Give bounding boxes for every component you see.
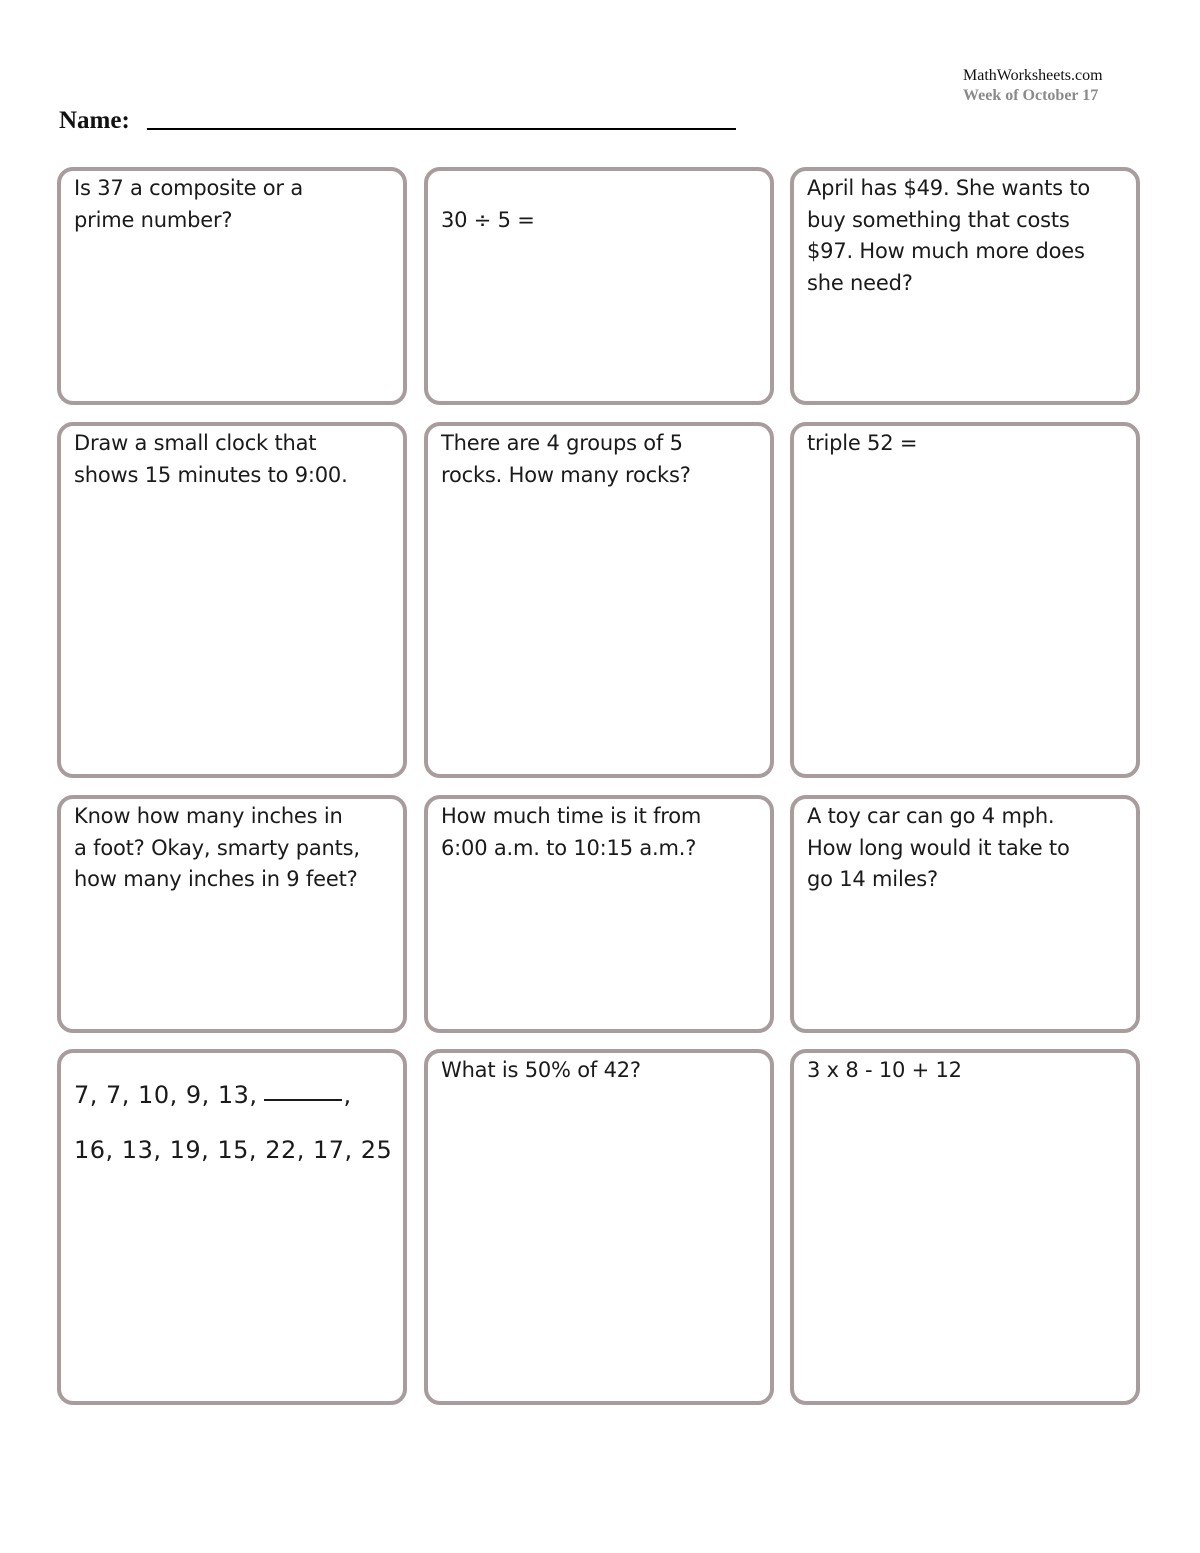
problem-line: 30 ÷ 5 = [441, 207, 535, 232]
problem-text-9 [807, 801, 1126, 896]
problem-line: buy something that costs [807, 207, 1070, 232]
problem-text-7 [74, 801, 393, 896]
problem-box-3 [790, 167, 1140, 405]
problem-box-4 [57, 422, 407, 778]
problem-text-2 [441, 173, 760, 236]
problem-line: Know how many inches in [74, 804, 343, 828]
problem-line: how many inches in 9 feet? [74, 867, 358, 891]
problem-box-12 [790, 1049, 1140, 1405]
problem-line: A toy car can go 4 mph. [807, 804, 1055, 828]
name-line[interactable] [147, 128, 736, 130]
problem-line: Is 37 a composite or a [74, 176, 304, 200]
problem-line: April has $49. She wants to [807, 176, 1091, 200]
problem-box-5 [424, 422, 774, 778]
sequence-comma: , [343, 1081, 352, 1109]
problem-line: triple 52 = [807, 431, 918, 455]
problem-line: How much time is it from [441, 804, 702, 828]
sequence-line-1 [74, 1081, 393, 1109]
problem-box-2 [424, 167, 774, 405]
problem-line: Draw a small clock that [74, 431, 317, 455]
problem-text-1 [74, 173, 393, 236]
problem-text-8 [441, 801, 760, 864]
problem-line: a foot? Okay, smarty pants, [74, 835, 360, 860]
problem-line: prime number? [74, 207, 233, 232]
problem-box-9 [790, 795, 1140, 1033]
problem-line: go 14 miles? [807, 867, 938, 891]
problem-text-11 [441, 1055, 760, 1087]
problem-line: 3 x 8 - 10 + 12 [807, 1058, 962, 1082]
problem-text-6 [807, 428, 1126, 460]
problem-line: she need? [807, 270, 913, 295]
problem-line: shows 15 minutes to 9:00. [74, 462, 348, 487]
sequence-blank[interactable] [264, 1099, 342, 1101]
problem-line: There are 4 groups of 5 [441, 431, 683, 455]
problem-box-8 [424, 795, 774, 1033]
sequence-numbers-1: 7, 7, 10, 9, 13, [74, 1081, 258, 1109]
problem-line: What is 50% of 42? [441, 1058, 641, 1082]
problem-text-12 [807, 1055, 1126, 1087]
site-name: MathWorksheets.com [963, 67, 1103, 84]
problem-text-3 [807, 173, 1126, 299]
name-label: Name: [59, 107, 130, 134]
week-label: Week of October 17 [963, 87, 1099, 104]
problem-line: 6:00 a.m. to 10:15 a.m.? [441, 835, 697, 860]
problem-line: rocks. How many rocks? [441, 462, 691, 487]
sequence-line-2 [74, 1136, 393, 1164]
problem-line: How long would it take to [807, 835, 1070, 860]
problem-box-1 [57, 167, 407, 405]
problem-text-5 [441, 428, 760, 491]
sequence-numbers-2: 16, 13, 19, 15, 22, 17, 25 [74, 1136, 393, 1164]
problem-box-10 [57, 1049, 407, 1405]
problem-line: $97. How much more does [807, 239, 1085, 263]
problem-box-7 [57, 795, 407, 1033]
problem-text-4 [74, 428, 393, 491]
problem-box-6 [790, 422, 1140, 778]
problem-box-11 [424, 1049, 774, 1405]
problem-line [441, 173, 760, 205]
